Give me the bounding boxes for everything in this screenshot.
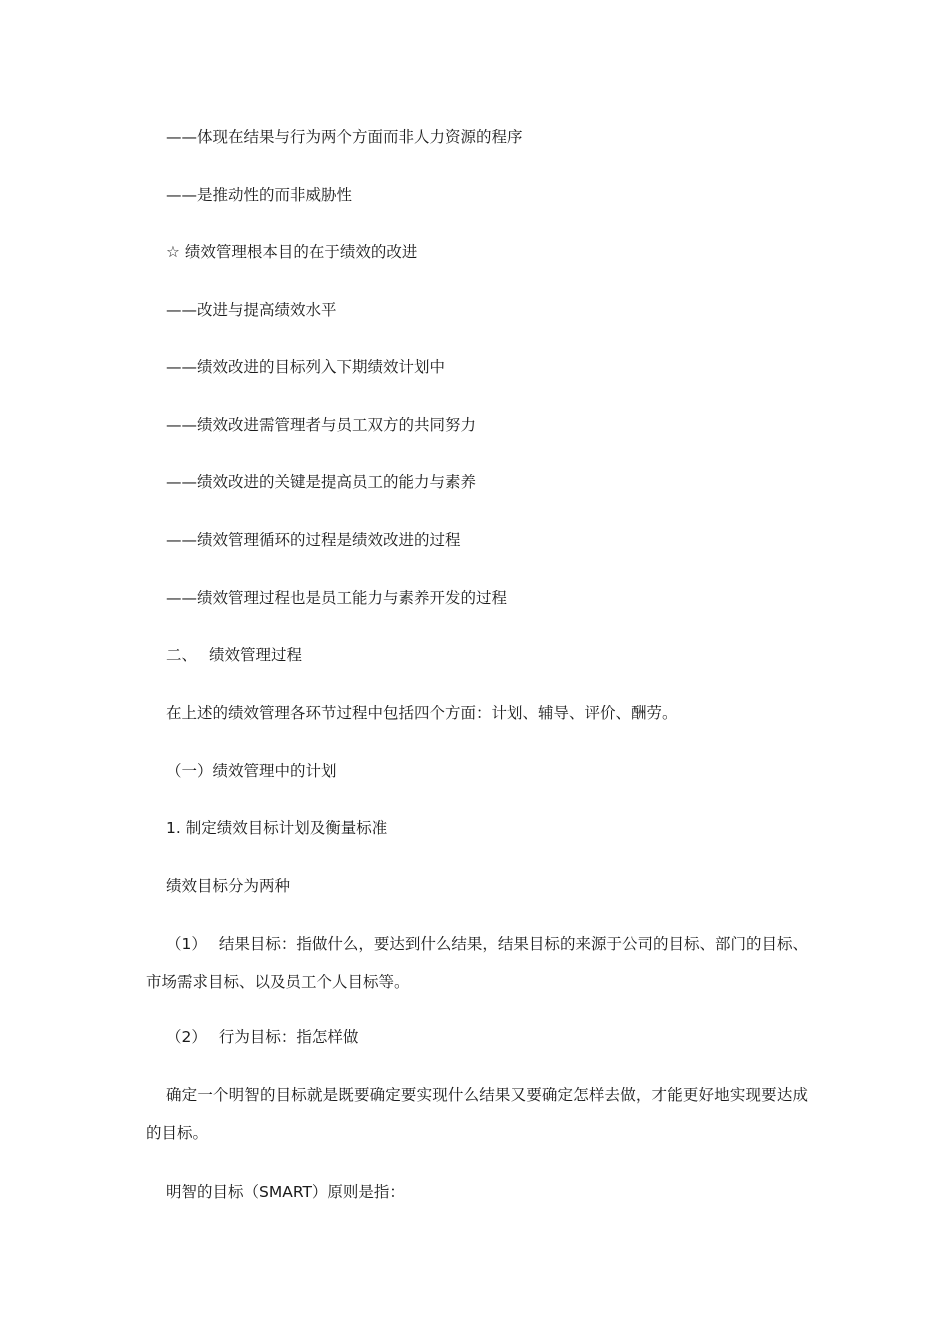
bullet-line-8: ——绩效管理过程也是员工能力与素养开发的过程 bbox=[166, 589, 508, 607]
subsection-heading: （一）绩效管理中的计划 bbox=[166, 762, 337, 780]
bullet-line-2: ——是推动性的而非威胁性 bbox=[166, 186, 353, 204]
section-heading bbox=[166, 644, 302, 666]
star-heading: ☆ 绩效管理根本目的在于绩效的改进 bbox=[166, 243, 418, 261]
section-title: 绩效管理过程 bbox=[209, 646, 303, 664]
smart-intro: 明智的目标（SMART）原则是指： bbox=[166, 1183, 405, 1201]
behavior-goal-text: 行为目标：指怎样做 bbox=[218, 1028, 359, 1046]
behavior-goal bbox=[166, 1026, 358, 1048]
result-goal-paragraph bbox=[146, 925, 808, 1001]
item-heading: 1. 制定绩效目标计划及衡量标准 bbox=[166, 819, 388, 837]
bullet-line-6: ——绩效改进的关键是提高员工的能力与素养 bbox=[166, 473, 477, 491]
goal-types: 绩效目标分为两种 bbox=[166, 877, 291, 895]
bullet-line-7: ——绩效管理循环的过程是绩效改进的过程 bbox=[166, 531, 461, 549]
wise-goal-paragraph: 确定一个明智的目标就是既要确定要实现什么结果又要确定怎样去做，才能更好地实现要达成的目标。 bbox=[146, 1086, 808, 1142]
bullet-line-1: ——体现在结果与行为两个方面而非人力资源的程序 bbox=[166, 128, 523, 146]
section-number: 二、 bbox=[166, 646, 198, 664]
behavior-goal-number: （2） bbox=[166, 1028, 207, 1046]
process-intro: 在上述的绩效管理各环节过程中包括四个方面：计划、辅导、评价、酬劳。 bbox=[166, 704, 678, 722]
bullet-line-4: ——绩效改进的目标列入下期绩效计划中 bbox=[166, 358, 446, 376]
result-goal-text: 结果目标：指做什么，要达到什么结果，结果目标的来源于公司的目标、部门的目标、市场需求目标、以及员工个人目标等。 bbox=[146, 935, 808, 991]
bullet-line-3: ——改进与提高绩效水平 bbox=[166, 301, 337, 319]
result-goal-number: （1） bbox=[166, 935, 207, 953]
bullet-line-5: ——绩效改进需管理者与员工双方的共同努力 bbox=[166, 416, 477, 434]
